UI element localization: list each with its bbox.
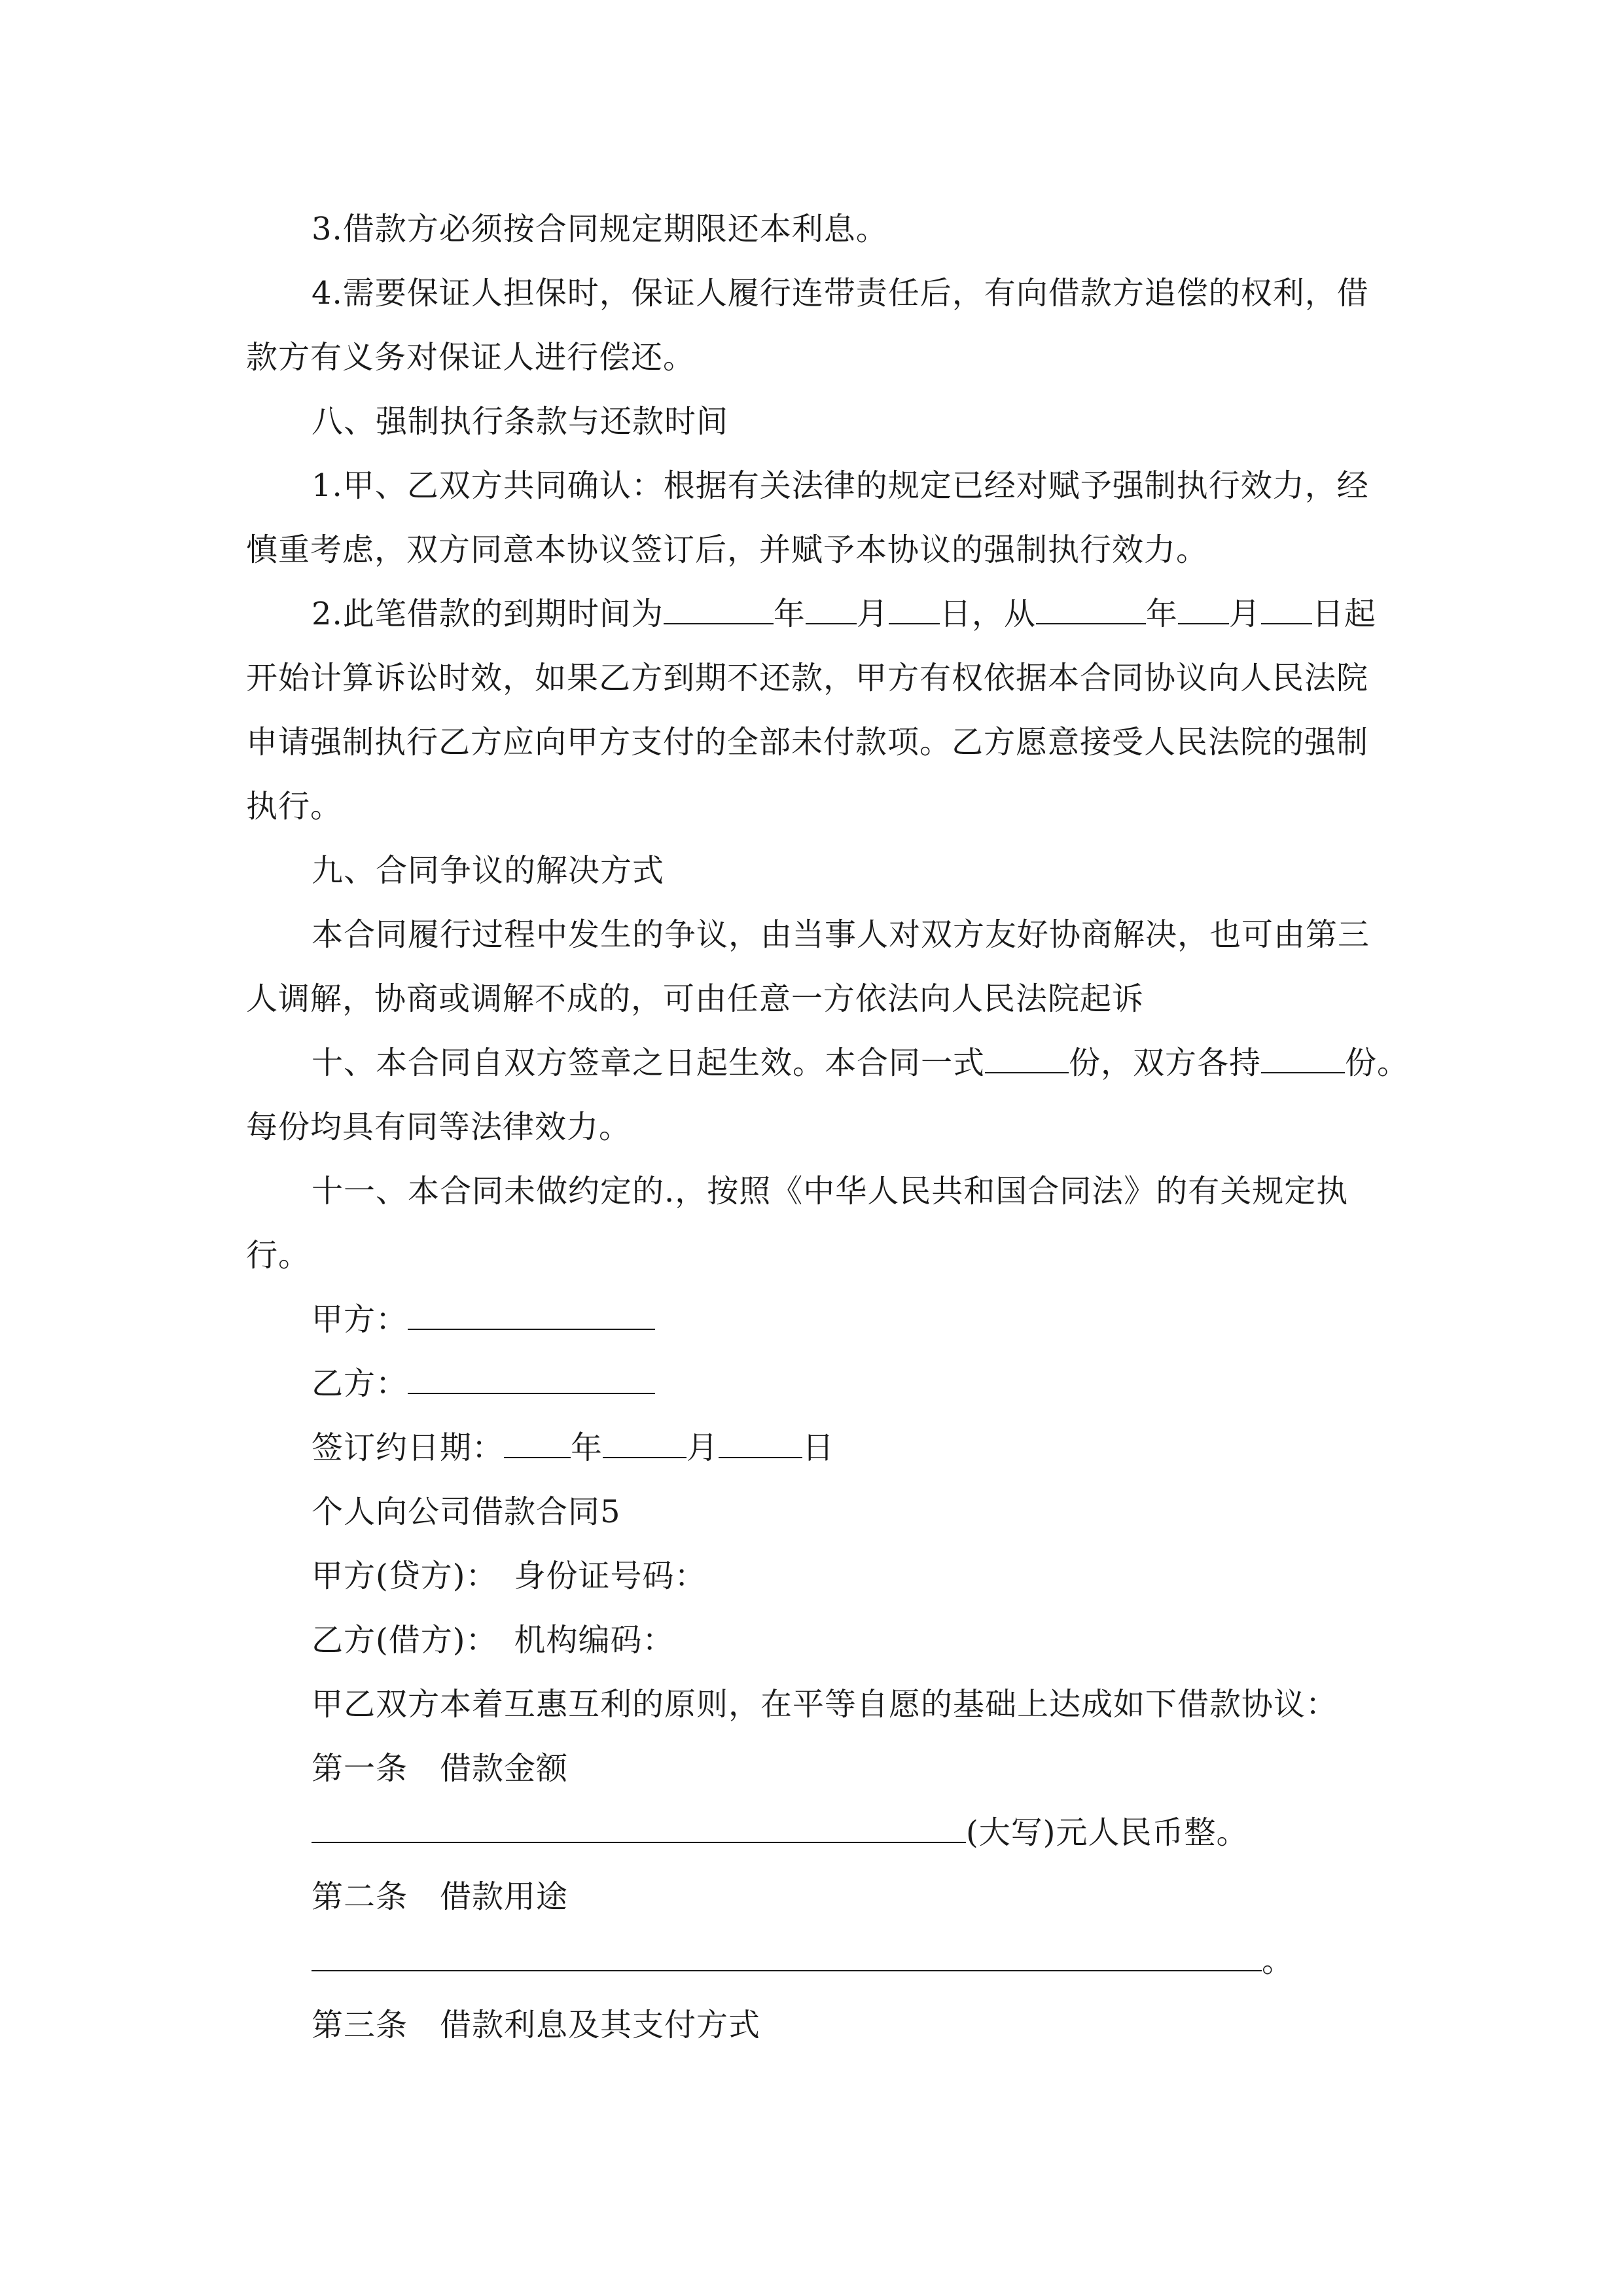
day-label: 日 (802, 1429, 835, 1466)
section-9-heading: 九、合同争议的解决方式 (312, 852, 665, 889)
party-b-label: 乙方： (312, 1365, 408, 1402)
clause-8-2-text: 2.此笔借款的到期时间为 (312, 596, 664, 632)
clause-7-4-cont: 款方有义务对保证人进行偿还。 (246, 339, 696, 376)
blank-sign-month[interactable] (603, 1428, 687, 1458)
blank-loan-purpose[interactable] (312, 1941, 1262, 1971)
clause-7-3: 3.借款方必须按合同规定期限还本利息。 (312, 211, 888, 247)
amount-suffix: (大写)元人民币整。 (966, 1814, 1249, 1851)
year-label: 年 (1145, 596, 1178, 632)
agreement-intro: 甲乙双方本着互惠互利的原则，在平等自愿的基础上达成如下借款协议： (312, 1686, 1338, 1723)
blank-due-month[interactable] (806, 594, 857, 624)
year-label: 年 (571, 1429, 603, 1466)
clause-8-2-cont3: 执行。 (246, 788, 343, 825)
party-b-signature (312, 1363, 1378, 1405)
month-label: 月 (687, 1429, 719, 1466)
blank-party-a[interactable] (408, 1300, 655, 1330)
section-10-cont: 每份均具有同等法律效力。 (246, 1109, 632, 1145)
blank-start-day[interactable] (1261, 594, 1312, 624)
contract-5-title: 个人向公司借款合同5 (312, 1494, 621, 1530)
clause-8-1-cont: 慎重考虑，双方同意本协议签订后，并赋予本协议的强制执行效力。 (246, 531, 1209, 568)
party-a-label: 甲方： (312, 1301, 408, 1338)
article-3-heading: 第三条 借款利息及其支付方式 (312, 2007, 761, 2043)
month-label: 月 (1228, 596, 1261, 632)
article-1-heading: 第一条 借款金额 (312, 1750, 569, 1787)
section-10 (312, 1042, 1410, 1084)
year-label: 年 (773, 596, 806, 632)
section-10-text-end: 份。 (1345, 1045, 1410, 1081)
blank-copies-total[interactable] (985, 1043, 1069, 1073)
clause-8-2-cont2: 申请强制执行乙方应向甲方支付的全部未付款项。乙方愿意接受人民法院的强制 (246, 724, 1369, 761)
article-1-amount (312, 1812, 1378, 1854)
clause-7-4: 4.需要保证人担保时，保证人履行连带责任后，有向借款方追偿的权利，借 (312, 275, 1369, 312)
clause-8-2 (312, 593, 1378, 635)
blank-due-day[interactable] (889, 594, 940, 624)
blank-party-b[interactable] (408, 1364, 655, 1394)
section-10-text-mid: 份，双方各持 (1069, 1045, 1262, 1081)
clause-8-2-cont1: 开始计算诉讼时效，如果乙方到期不还款，甲方有权依据本合同协议向人民法院 (246, 660, 1369, 696)
blank-sign-day[interactable] (719, 1428, 802, 1458)
article-2-purpose (312, 1940, 1378, 1982)
blank-loan-amount[interactable] (312, 1813, 966, 1843)
section-10-text: 十、本合同自双方签章之日起生效。本合同一式 (312, 1045, 986, 1081)
month-label: 月 (856, 596, 889, 632)
sign-date-label: 签订约日期： (312, 1429, 505, 1466)
section-11: 十一、本合同未做约定的.，按照《中华人民共和国合同法》的有关规定执 (312, 1173, 1349, 1210)
sign-date (312, 1427, 1378, 1469)
blank-start-year[interactable] (1036, 594, 1146, 624)
party-a-signature (312, 1299, 1378, 1340)
blank-due-year[interactable] (664, 594, 774, 624)
purpose-period: 。 (1262, 1943, 1294, 1979)
day-label: 日起 (1311, 596, 1376, 632)
lender-info: 甲方(贷方)： 身份证号码： (312, 1558, 707, 1594)
borrower-info: 乙方(借方)： 机构编码： (312, 1622, 675, 1659)
article-2-heading: 第二条 借款用途 (312, 1878, 569, 1915)
blank-start-month[interactable] (1178, 594, 1229, 624)
blank-sign-year[interactable] (504, 1428, 571, 1458)
section-11-cont: 行。 (246, 1237, 311, 1274)
section-8-heading: 八、强制执行条款与还款时间 (312, 403, 729, 440)
day-from-label: 日，从 (939, 596, 1036, 632)
section-9-text-cont: 人调解，协商或调解不成的，可由任意一方依法向人民法院起诉 (246, 980, 1145, 1017)
blank-copies-each[interactable] (1261, 1043, 1345, 1073)
clause-8-1: 1.甲、乙双方共同确认：根据有关法律的规定已经对赋予强制执行效力，经 (312, 467, 1369, 504)
section-9-text: 本合同履行过程中发生的争议，由当事人对双方友好协商解决，也可由第三 (312, 916, 1370, 953)
